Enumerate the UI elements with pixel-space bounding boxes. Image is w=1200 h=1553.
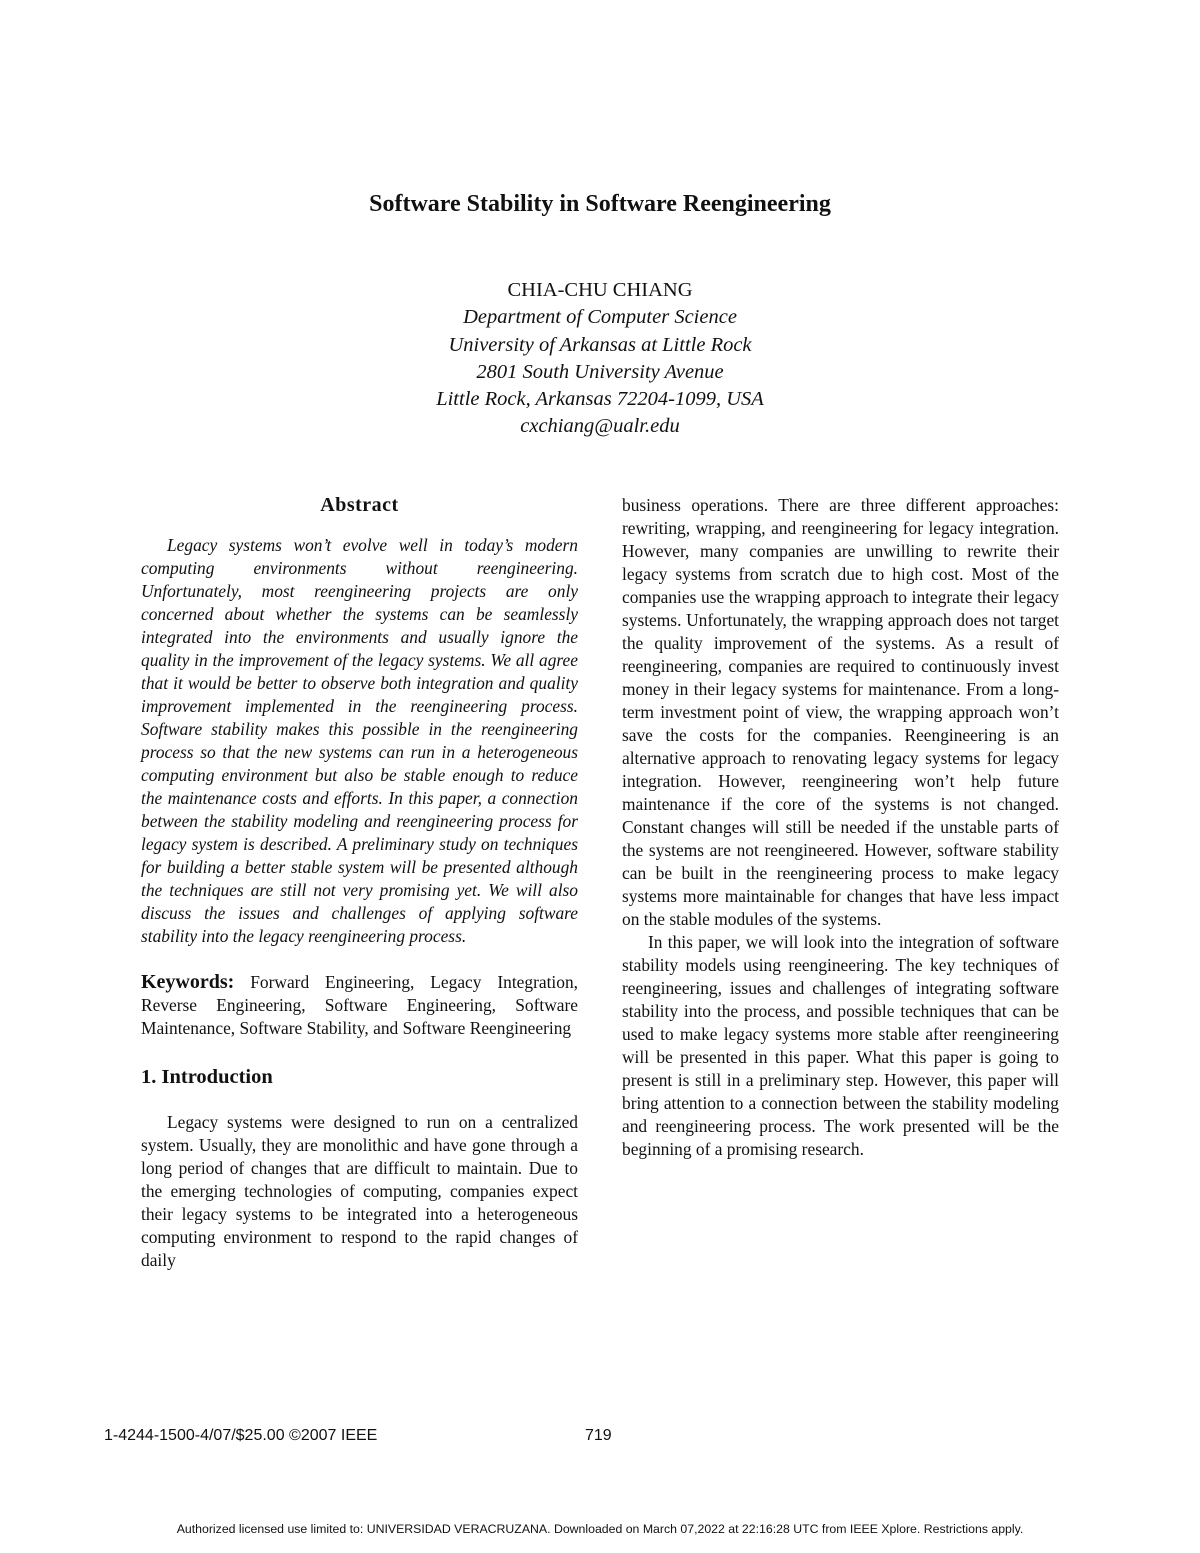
author-department: Department of Computer Science [463, 306, 737, 329]
introduction-heading: 1. Introduction [141, 1066, 273, 1088]
introduction-paragraph: Legacy systems were designed to run on a centralized system. Usually, they are monolithic and have gone through a long period of changes that are difficult to maintain. Due to the emerging technologies of computing, companies expect their legacy systems to be integrated into a heterogeneous computing environment to respond to the rapid changes of daily [141, 1112, 578, 1270]
author-street: 2801 South University Avenue [476, 360, 724, 383]
author-block [0, 277, 1200, 441]
keywords-label: Keywords: [141, 971, 235, 993]
introduction-paragraph-continued: business operations. There are three different approaches: rewriting, wrapping, and reengineering for legacy integration. However, many companies are unwilling to rewrite their legacy systems from scratch due to high cost. Most of the companies use the wrapping approach to integrate their legacy systems. Unfortunately, the wrapping approach does not target the quality improvement of the systems. As a result of reengineering, companies are required to continuously invest money in their legacy systems for maintenance. From a long-term investment point of view, the wrapping approach won’t save the costs for the companies. Reengineering is an alternative approach to renovating legacy systems for legacy integration. However, reengineering won’t help future maintenance if the core of the systems is not changed. Constant changes will still be needed if the unstable parts of the systems are not reengineered. However, software stability can be built in the reengineering process to make legacy systems more maintainable for changes that have less impact on the stable modules of the systems. [622, 495, 1059, 929]
paper-title: Software Stability in Software Reengineering [369, 191, 831, 217]
introduction-paragraph-2: In this paper, we will look into the integration of software stability models using reengineering. The key techniques of reengineering, issues and challenges of integrating software stability into the process, and possible techniques that can be used to make legacy systems more stable after reengineering will be presented in this paper. What this paper is going to present is still in a preliminary step. However, this paper will bring attention to a connection between the stability modeling and reengineering process. The work presented will be the beginning of a promising research. [622, 932, 1059, 1159]
license-notice: Authorized licensed use limited to: UNIVERSIDAD VERACRUZANA. Downloaded on March 07,2022 at 22:16:28 UTC from IEEE Xplore. Restrictions apply. [176, 1522, 1024, 1536]
keywords-text: Forward Engineering, Legacy Integration, Reverse Engineering, Software Engineering, Software Maintenance, Software Stability, and Software Reengineering [141, 972, 578, 1038]
left-column [141, 494, 578, 1272]
author-university: University of Arkansas at Little Rock [448, 333, 752, 356]
keywords [141, 971, 578, 1040]
author-email: cxchiang@ualr.edu [520, 415, 680, 438]
author-city: Little Rock, Arkansas 72204-1099, USA [436, 388, 764, 411]
copyright-line: 1-4244-1500-4/07/$25.00 ©2007 IEEE [104, 1427, 378, 1444]
right-column [622, 494, 1059, 1161]
author-name: CHIA-CHU CHIANG [507, 279, 693, 301]
page-number: 719 [585, 1427, 612, 1444]
abstract-heading: Abstract [320, 494, 399, 516]
abstract-body: Legacy systems won’t evolve well in today’s modern computing environments without reengineering. Unfortunately, most reengineering projects are only concerned about whether the systems can be seamlessly integrated into the environments and usually ignore the quality in the improvement of the legacy systems. We all agree that it would be better to observe both integration and quality improvement implemented in the reengineering process. Software stability makes this possible in the reengineering process so that the new systems can run in a heterogeneous computing environment but also be stable enough to reduce the maintenance costs and efforts. In this paper, a connection between the stability modeling and reengineering process for legacy system is described. A preliminary study on techniques for building a better stable system will be presented although the techniques are still not very promising yet. We will also discuss the issues and challenges of applying software stability into the legacy reengineering process. [141, 535, 578, 946]
